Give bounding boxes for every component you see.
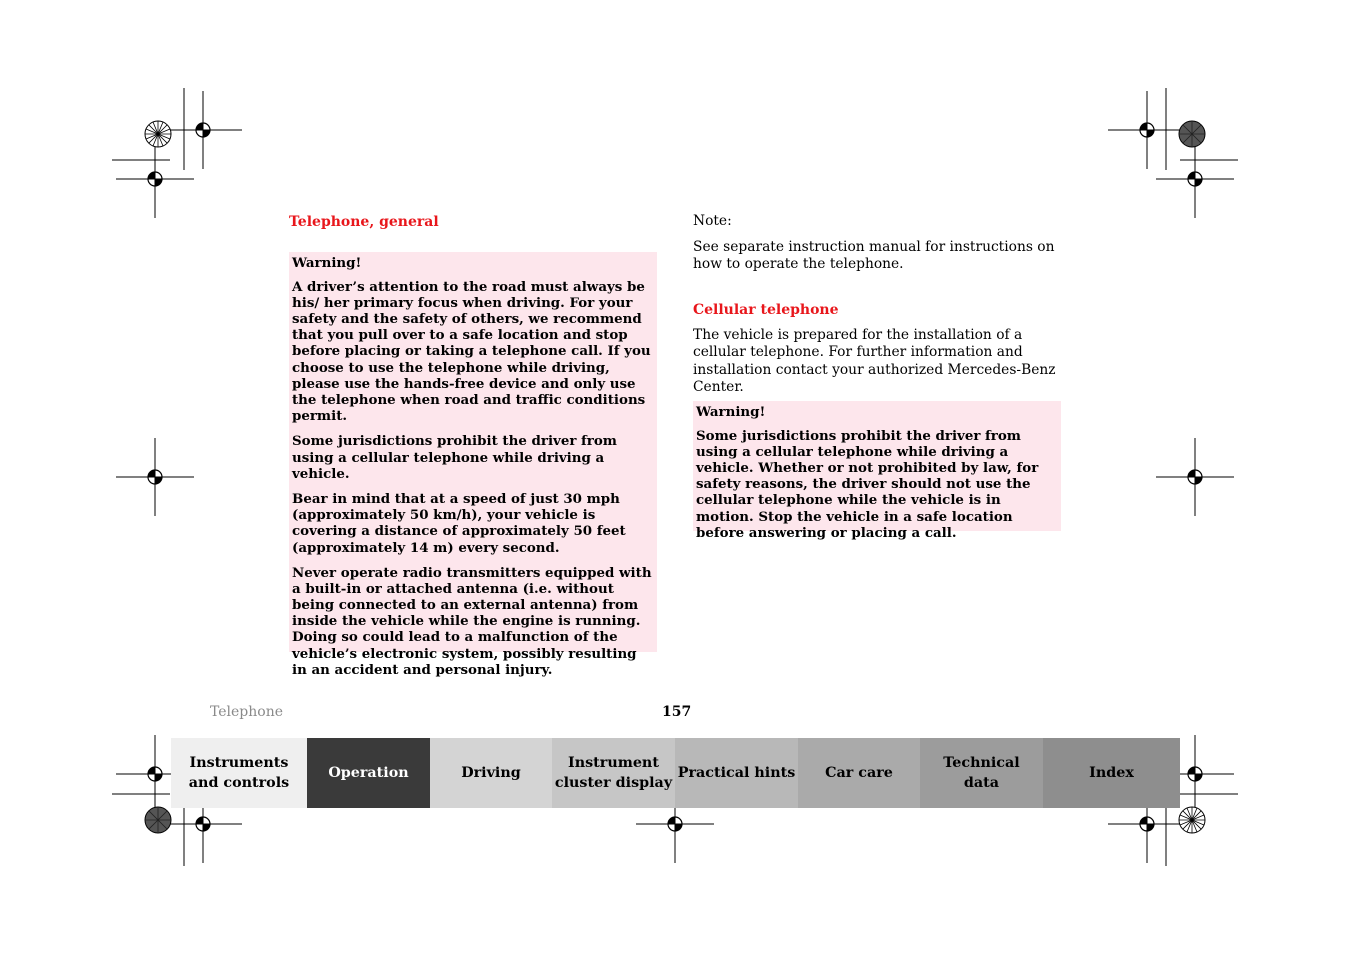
- warning-paragraph: A driver’s attention to the road must always be his/ her primary focus when driving. For your safety and the safety of others, we recommend that you pull over to a safe location and stop before placing or taking a telephone call. If you choose to use the telephone while driving, please use the hands-free device and only use the telephone when road and traffic conditions permit.: [292, 279, 651, 424]
- section-heading-cellular-telephone: Cellular telephone: [693, 302, 839, 318]
- warning-title: Warning!: [292, 255, 362, 271]
- note-block: [693, 213, 1063, 282]
- warning-paragraph: Bear in mind that at a speed of just 30 mph (approximately 50 km/h), your vehicle is covering a distance of approximately 50 feet (approximately 14 m) every second.: [292, 491, 626, 556]
- tab-label-line1: Technical: [943, 755, 1020, 771]
- page-number: 157: [662, 704, 692, 720]
- tab-index[interactable]: [1043, 738, 1180, 808]
- footer-section-label: Telephone: [210, 704, 284, 720]
- tab-driving[interactable]: [430, 738, 552, 808]
- tab-label-line2: cluster display: [554, 775, 673, 791]
- tab-label-line1: Practical hints: [677, 765, 796, 781]
- tab-technical-data[interactable]: [920, 738, 1043, 808]
- tab-practical-hints[interactable]: [675, 738, 798, 808]
- tab-label-line1: Index: [1089, 765, 1134, 781]
- tab-label-line1: Instruments: [189, 755, 289, 771]
- cellular-body-text: [693, 327, 1061, 405]
- note-text: See separate instruction manual for instructions on how to operate the telephone.: [693, 238, 1055, 273]
- tab-label-line1: Operation: [328, 765, 409, 781]
- warning-box-cellular: [693, 401, 1061, 541]
- note-label: Note:: [693, 213, 732, 229]
- tab-label-line2: and controls: [188, 775, 290, 791]
- warning-paragraph: Never operate radio transmitters equipped with a built-in or attached antenna (i.e. without being connected to an external antenna) from inside the vehicle while the engine is running. Doing so could lead to a malfunction of the vehicle’s electronic system, possibly resulting in an accident and personal injury.: [292, 565, 652, 678]
- tab-instruments-and-controls[interactable]: [171, 738, 307, 808]
- section-heading-telephone-general: Telephone, general: [289, 214, 439, 230]
- cellular-paragraph: The vehicle is prepared for the installation of a cellular telephone. For further information and installation contact your authorized Mercedes-Benz Center.: [693, 327, 1056, 396]
- tab-car-care[interactable]: [798, 738, 920, 808]
- warning-paragraph: Some jurisdictions prohibit the driver from using a cellular telephone while driving a vehicle. Whether or not prohibited by law, for safety reasons, the driver should not use the cellular telephone while the vehicle is in motion. Stop the vehicle in a safe location before answering or placing a call.: [696, 428, 1039, 541]
- tab-instrument-cluster-display[interactable]: [552, 738, 675, 808]
- tab-label-line1: Driving: [461, 765, 521, 781]
- warning-box-telephone: [289, 252, 657, 678]
- tab-operation[interactable]: [307, 738, 430, 808]
- warning-title: Warning!: [696, 404, 766, 420]
- tab-label-line1: Car care: [825, 765, 893, 781]
- warning-paragraph: Some jurisdictions prohibit the driver from using a cellular telephone while driving a vehicle.: [292, 433, 617, 482]
- tab-label-line1: Instrument: [568, 755, 659, 771]
- tab-label-line2: data: [963, 775, 1000, 791]
